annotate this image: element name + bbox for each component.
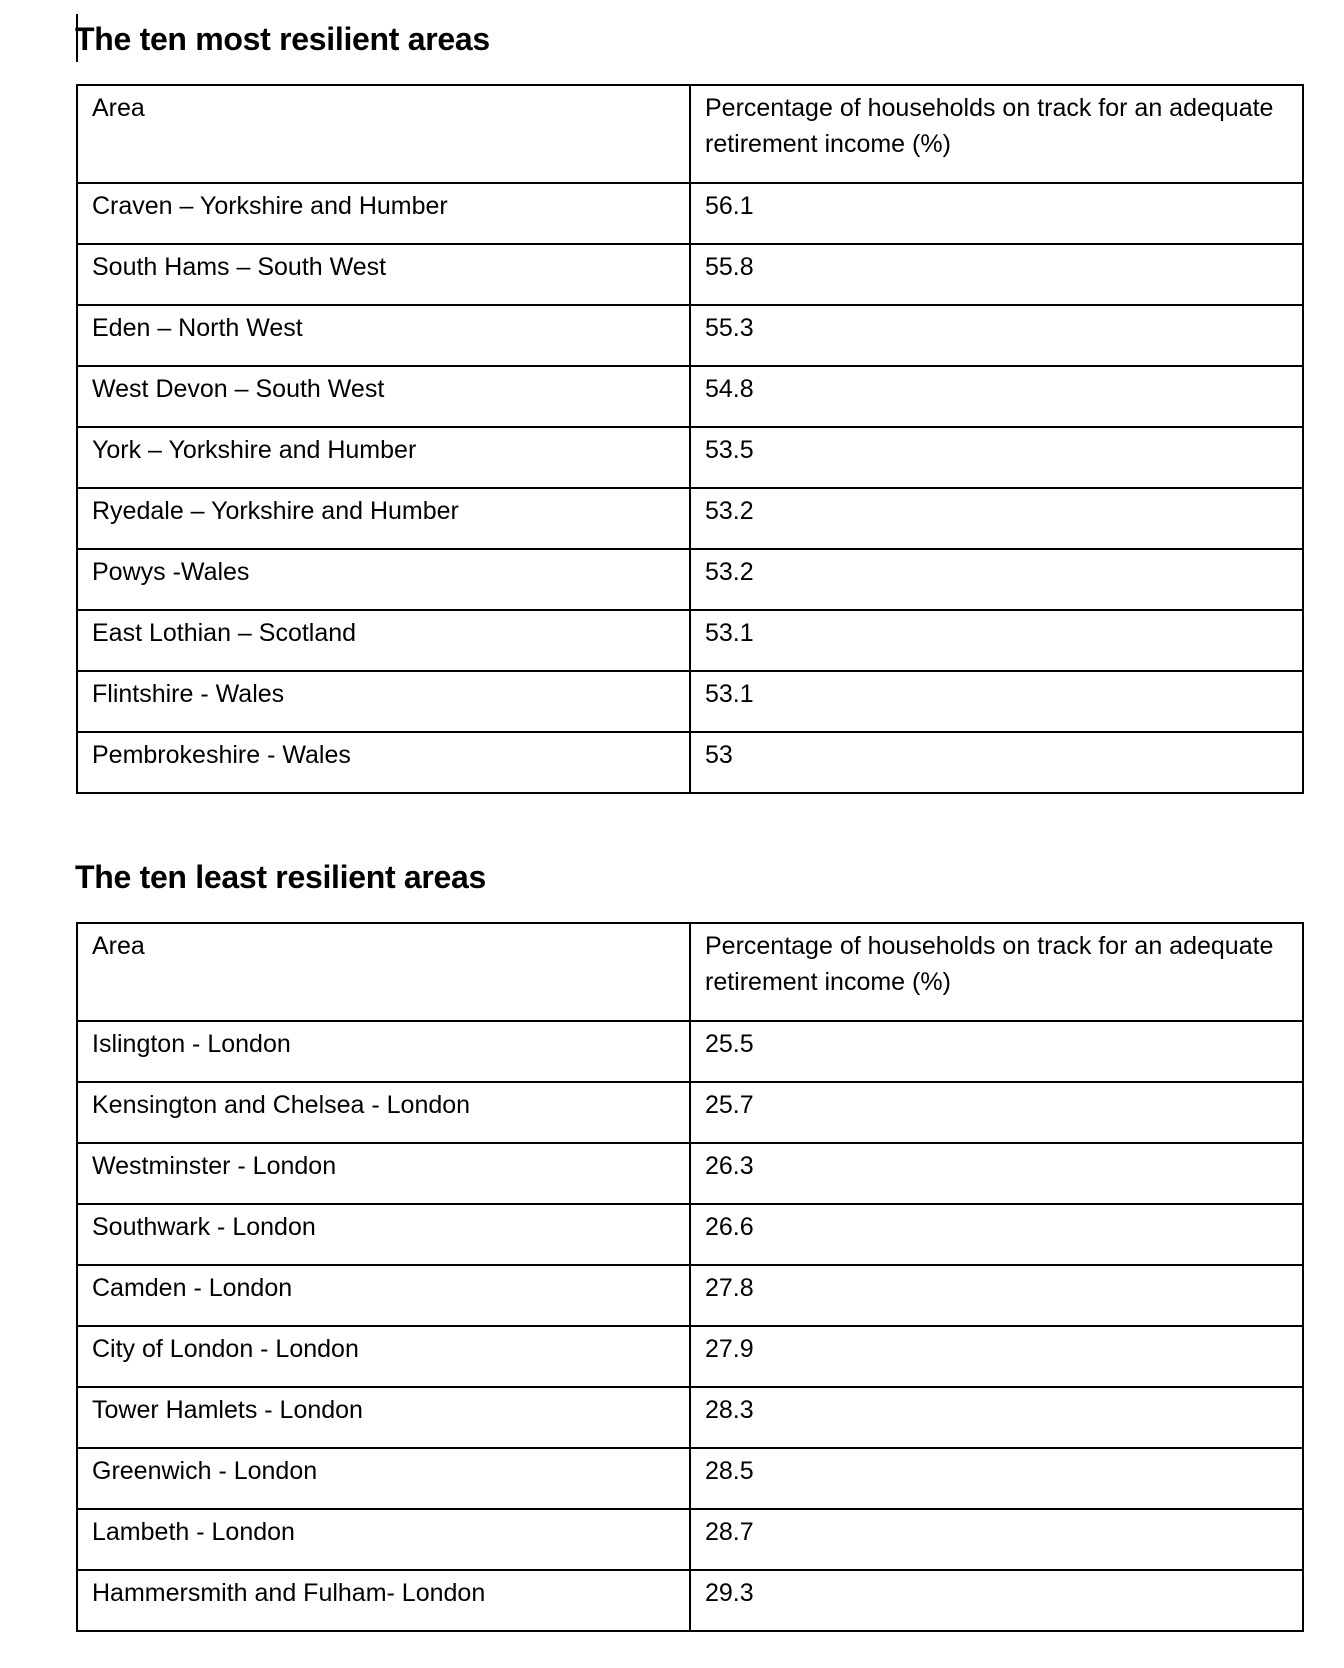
area-cell: West Devon – South West (77, 366, 690, 427)
table-row (77, 1326, 1303, 1387)
area-cell: Islington - London (77, 1021, 690, 1082)
header-area: Area (77, 85, 690, 183)
table-row (77, 671, 1303, 732)
area-cell: Eden – North West (77, 305, 690, 366)
area-cell: Hammersmith and Fulham- London (77, 1570, 690, 1631)
area-cell: Craven – Yorkshire and Humber (77, 183, 690, 244)
table-row (77, 427, 1303, 488)
table-row (77, 366, 1303, 427)
percentage-cell: 28.7 (690, 1509, 1303, 1570)
most-resilient-title: The ten most resilient areas (75, 21, 490, 57)
header-area: Area (77, 923, 690, 1021)
area-cell: East Lothian – Scotland (77, 610, 690, 671)
area-cell: Lambeth - London (77, 1509, 690, 1570)
percentage-cell: 28.5 (690, 1448, 1303, 1509)
table-row (77, 183, 1303, 244)
percentage-cell: 53.1 (690, 671, 1303, 732)
table-row (77, 1265, 1303, 1326)
table-row (77, 488, 1303, 549)
table-row (77, 610, 1303, 671)
area-cell: Kensington and Chelsea - London (77, 1082, 690, 1143)
table-row (77, 1570, 1303, 1631)
percentage-cell: 26.6 (690, 1204, 1303, 1265)
percentage-cell: 54.8 (690, 366, 1303, 427)
percentage-cell: 53.2 (690, 549, 1303, 610)
table-row (77, 244, 1303, 305)
most-resilient-table (76, 84, 1304, 794)
area-cell: York – Yorkshire and Humber (77, 427, 690, 488)
percentage-cell: 53.1 (690, 610, 1303, 671)
area-cell: City of London - London (77, 1326, 690, 1387)
header-percentage: Percentage of households on track for an adequate retirement income (%) (690, 923, 1303, 1021)
table-header-row (77, 923, 1303, 1021)
table-row (77, 732, 1303, 793)
area-cell: Powys -Wales (77, 549, 690, 610)
table-header-row (77, 85, 1303, 183)
least-resilient-table (76, 922, 1304, 1632)
percentage-cell: 28.3 (690, 1387, 1303, 1448)
area-cell: Camden - London (77, 1265, 690, 1326)
table-row (77, 305, 1303, 366)
area-cell: Pembrokeshire - Wales (77, 732, 690, 793)
percentage-cell: 53.2 (690, 488, 1303, 549)
area-cell: Southwark - London (77, 1204, 690, 1265)
table-row (77, 1448, 1303, 1509)
header-percentage: Percentage of households on track for an adequate retirement income (%) (690, 85, 1303, 183)
table-row (77, 1204, 1303, 1265)
area-cell: Ryedale – Yorkshire and Humber (77, 488, 690, 549)
percentage-cell: 25.5 (690, 1021, 1303, 1082)
area-cell: Westminster - London (77, 1143, 690, 1204)
percentage-cell: 29.3 (690, 1570, 1303, 1631)
percentage-cell: 56.1 (690, 183, 1303, 244)
area-cell: Flintshire - Wales (77, 671, 690, 732)
table-row (77, 1143, 1303, 1204)
table-row (77, 1082, 1303, 1143)
table-row (77, 1387, 1303, 1448)
area-cell: Greenwich - London (77, 1448, 690, 1509)
percentage-cell: 26.3 (690, 1143, 1303, 1204)
percentage-cell: 27.8 (690, 1265, 1303, 1326)
percentage-cell: 55.3 (690, 305, 1303, 366)
area-cell: Tower Hamlets - London (77, 1387, 690, 1448)
percentage-cell: 25.7 (690, 1082, 1303, 1143)
percentage-cell: 55.8 (690, 244, 1303, 305)
least-resilient-title: The ten least resilient areas (75, 859, 487, 895)
percentage-cell: 53 (690, 732, 1303, 793)
table-row (77, 549, 1303, 610)
percentage-cell: 27.9 (690, 1326, 1303, 1387)
area-cell: South Hams – South West (77, 244, 690, 305)
table-row (77, 1021, 1303, 1082)
table-row (77, 1509, 1303, 1570)
percentage-cell: 53.5 (690, 427, 1303, 488)
